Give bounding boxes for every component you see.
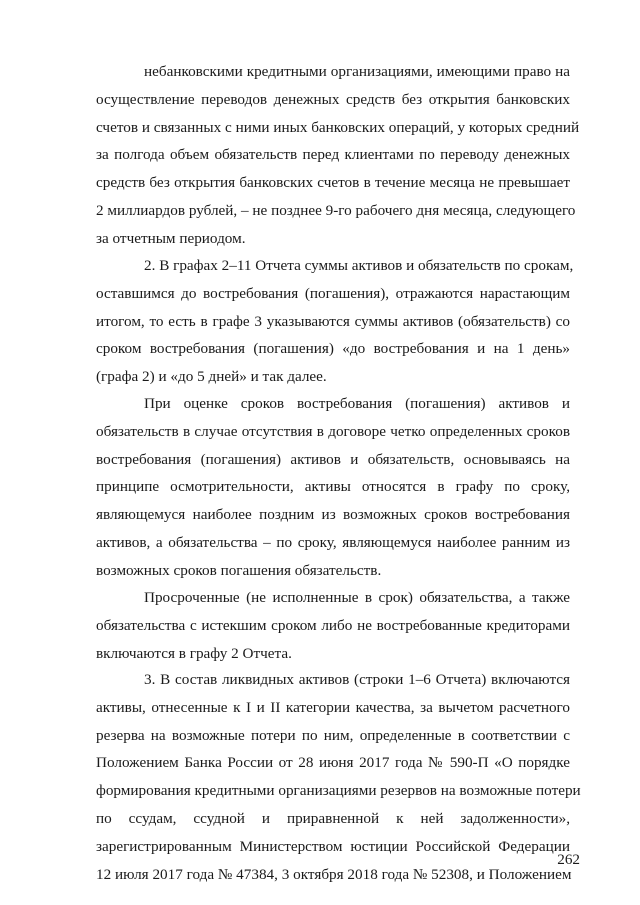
text-line: осуществление переводов денежных средств без открытия банковских bbox=[96, 90, 570, 108]
text-line: являющемуся наиболее поздним из возможных сроков востребования bbox=[96, 506, 570, 524]
text-line: При оценке сроков востребования (погашения) активов и bbox=[144, 395, 570, 412]
paragraph-item-3 bbox=[96, 666, 581, 888]
text-line: принципе осмотрительности, активы относятся в графу по сроку, bbox=[96, 478, 570, 496]
text-line: счетов и связанных с ними иных банковских операций, у которых средний bbox=[96, 118, 580, 136]
paragraph-item-2 bbox=[96, 252, 574, 391]
paragraph-overdue bbox=[96, 584, 570, 667]
text-line: формирования кредитными организациями резервов на возможные потери bbox=[96, 782, 581, 800]
paragraph-assessment bbox=[96, 390, 570, 585]
text-line: резерва на возможные потери по ним, определенные в соответствии с bbox=[96, 726, 570, 744]
text-line: включаются в графу 2 Отчета. bbox=[96, 644, 292, 662]
page-number: 262 bbox=[557, 851, 580, 868]
text-line: за отчетным периодом. bbox=[96, 229, 246, 247]
text-line: оставшимся до востребования (погашения), отражаются нарастающим bbox=[96, 284, 570, 302]
text-line: 2 миллиардов рублей, – не позднее 9-го рабочего дня месяца, следующего bbox=[96, 201, 576, 219]
text-line: возможных сроков погашения обязательств. bbox=[96, 561, 382, 579]
text-line: средств без открытия банковских счетов в течение месяца не превышает bbox=[96, 174, 570, 192]
text-line: за полгода объем обязательств перед клиентами по переводу денежных bbox=[96, 146, 570, 164]
text-line: Положением Банка России от 28 июня 2017 года № 590-П «О порядке bbox=[96, 754, 570, 772]
text-line: обязательства с истекшим сроком либо не востребованные кредиторами bbox=[96, 616, 570, 634]
text-line: по ссудам, ссудной и приравненной к ней задолженности», bbox=[96, 809, 570, 827]
text-line: небанковскими кредитными организациями, имеющими право на bbox=[144, 63, 570, 80]
text-line: сроком востребования (погашения) «до востребования и на 1 день» bbox=[96, 340, 570, 358]
text-line: итогом, то есть в графе 3 указываются суммы активов (обязательств) со bbox=[96, 312, 570, 330]
text-line: зарегистрированным Министерством юстиции Российской Федерации bbox=[96, 837, 570, 855]
text-line: активы, отнесенные к I и II категории качества, за вычетом расчетного bbox=[96, 698, 570, 716]
paragraph-continuation bbox=[96, 58, 580, 253]
text-line: активов, а обязательства – по сроку, являющемуся наиболее ранним из bbox=[96, 533, 570, 551]
text-line: 3. В состав ликвидных активов (строки 1–6 Отчета) включаются bbox=[144, 671, 570, 688]
text-line: 12 июля 2017 года № 47384, 3 октября 2018 года № 52308, и Положением bbox=[96, 865, 572, 883]
text-line: Просроченные (не исполненные в срок) обязательства, а также bbox=[144, 589, 570, 606]
text-line: обязательств в случае отсутствия в договоре четко определенных сроков bbox=[96, 422, 570, 440]
text-line: 2. В графах 2–11 Отчета суммы активов и обязательств по срокам, bbox=[144, 257, 574, 274]
text-line: (графа 2) и «до 5 дней» и так далее. bbox=[96, 368, 327, 386]
text-line: востребования (погашения) активов и обязательств, основываясь на bbox=[96, 450, 570, 468]
